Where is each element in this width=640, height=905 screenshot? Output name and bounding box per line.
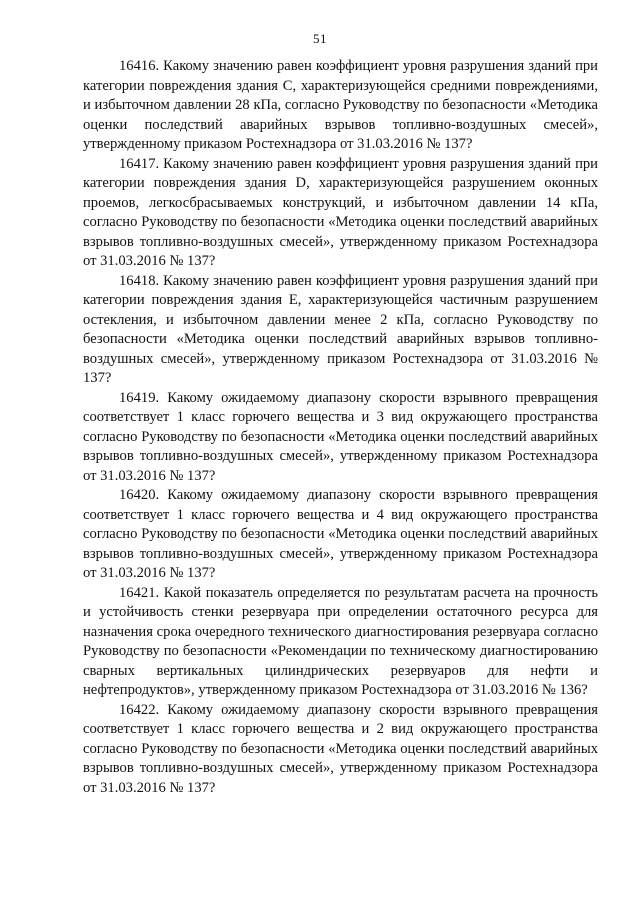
question-16419: 16419. Какому ожидаемому диапазону скорости взрывного превращения соответствует 1 класс горючего вещества и 3 вид окружающего пространства согласно Руководству по безопасности «Методика оценки последствий аварийных взрывов топливно-воздушных смесей», утвержденному приказом Ростехнадзора от 31.03.2016 № 137? [83, 389, 598, 484]
question-16418: 16418. Какому значению равен коэффициент уровня разрушения зданий при категории повреждения здания E, характеризующейся частичным разрушением остекления, и избыточном давлении менее 2 кПа, согласно Руководству по безопасности «Методика оценки последствий аварийных взрывов топливно-воздушных смесей», утвержденному приказом Ростехнадзора от 31.03.2016 № 137? [83, 272, 598, 386]
question-16417: 16417. Какому значению равен коэффициент уровня разрушения зданий при категории повреждения здания D, характеризующейся разрушением оконных проемов, легкосбрасываемых конструкций, и избыточном давлении 14 кПа, согласно Руководству по безопасности «Методика оценки последствий аварийных взрывов топливно-воздушных смесей», утвержденному приказом Ростехнадзора от 31.03.2016 № 137? [83, 155, 598, 269]
question-16416: 16416. Какому значению равен коэффициент уровня разрушения зданий при категории повреждения здания C, характеризующейся средними повреждениями, и избыточном давлении 28 кПа, согласно Руководству по безопасности «Методика оценки последствий аварийных взрывов топливно-воздушных смесей», утвержденному приказом Ростехнадзора от 31.03.2016 № 137? [83, 58, 598, 152]
question-16421: 16421. Какой показатель определяется по результатам расчета на прочность и устойчивость стенки резервуара при определении остаточного ресурса для назначения срока очередного технического диагностирования резервуара согласно Руководству по безопасности «Рекомендации по техническому диагностированию сварных вертикальных цилиндрических резервуаров для нефти и нефтепродуктов», утвержденному приказом Ростехнадзора от 31.03.2016 № 136? [83, 584, 598, 698]
question-list [83, 57, 598, 798]
page-number: 51 [313, 31, 327, 46]
question-16420: 16420. Какому ожидаемому диапазону скорости взрывного превращения соответствует 1 класс горючего вещества и 4 вид окружающего пространства согласно Руководству по безопасности «Методика оценки последствий аварийных взрывов топливно-воздушных смесей», утвержденному приказом Ростехнадзора от 31.03.2016 № 137? [83, 487, 598, 581]
question-16422: 16422. Какому ожидаемому диапазону скорости взрывного превращения соответствует 1 класс горючего вещества и 2 вид окружающего пространства согласно Руководству по безопасности «Методика оценки последствий аварийных взрывов топливно-воздушных смесей», утвержденному приказом Ростехнадзора от 31.03.2016 № 137? [83, 701, 598, 796]
